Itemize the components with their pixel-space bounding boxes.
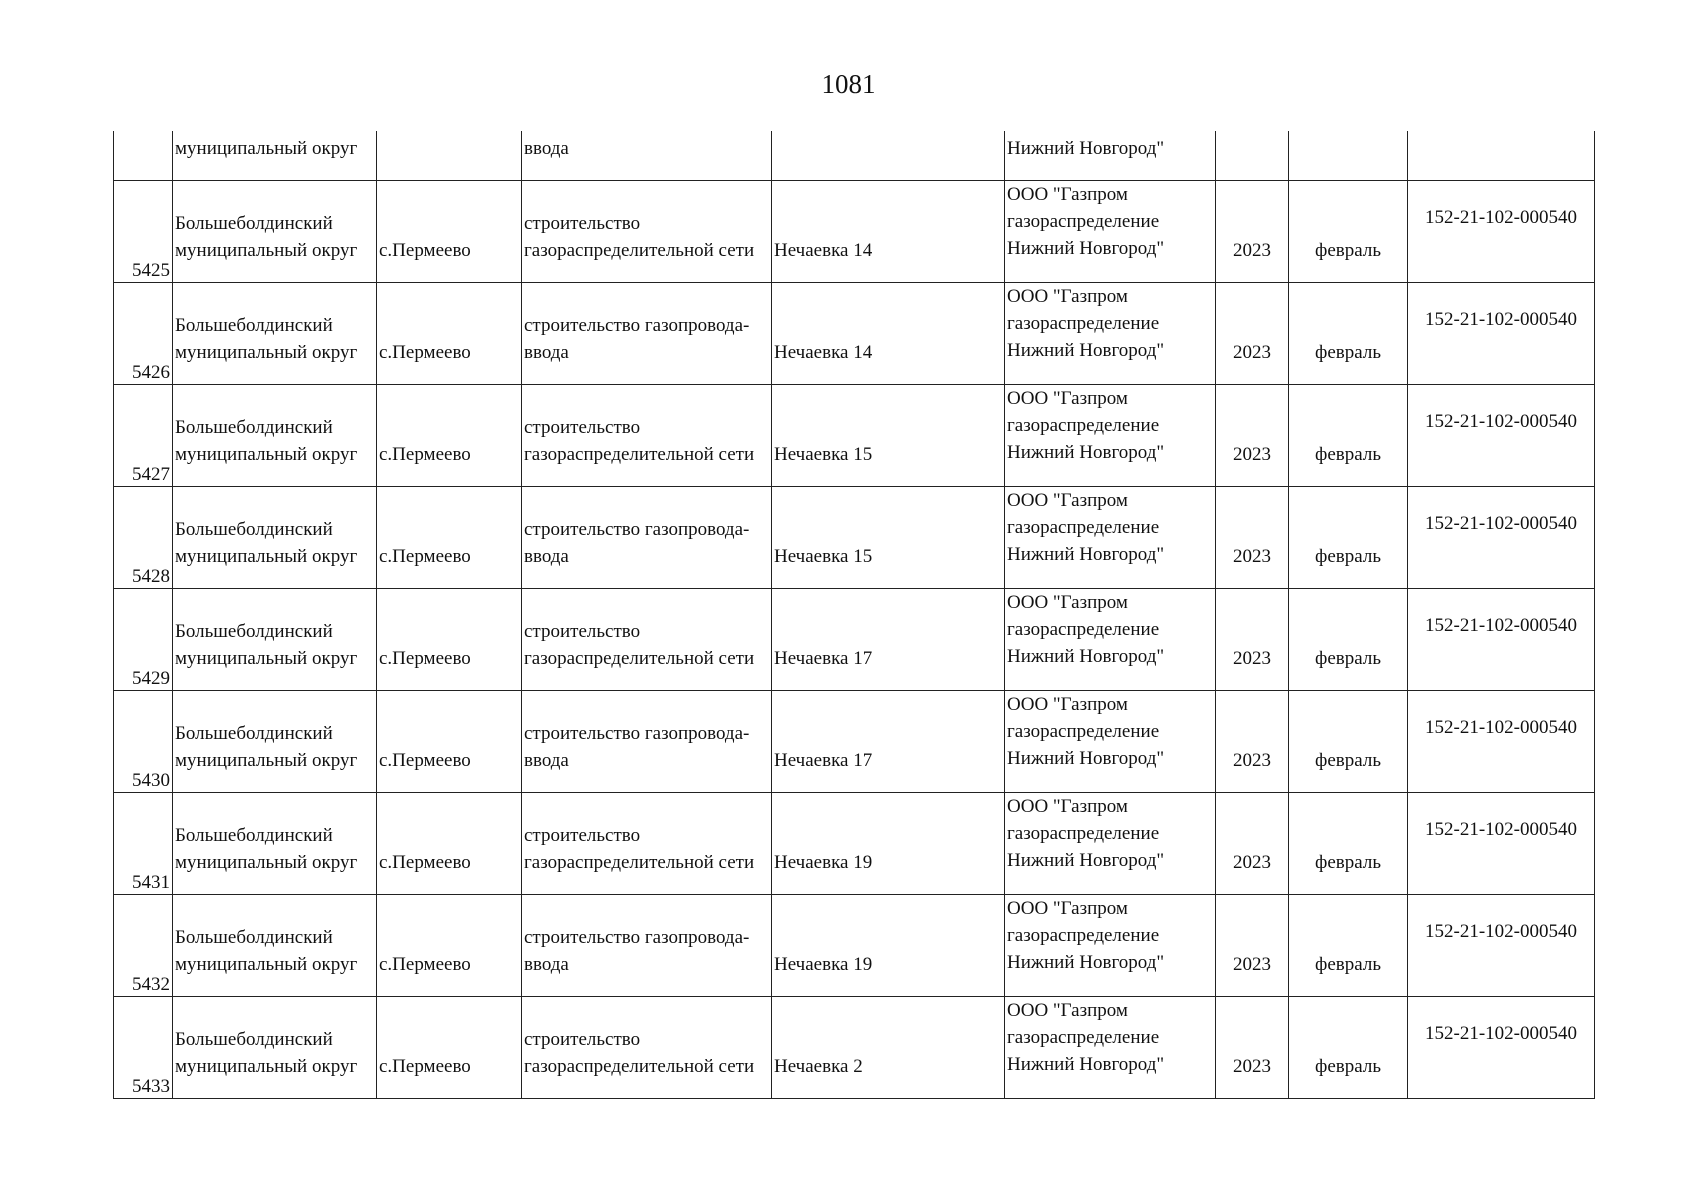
- cell-text-org2: газораспределение: [1007, 822, 1160, 844]
- cell-work: [522, 792, 772, 894]
- cell-text-month: февраль: [1315, 647, 1381, 669]
- cell-text-code: 152-21-102-000540: [1425, 716, 1577, 738]
- cell-number: [114, 486, 173, 588]
- cell-text-month: февраль: [1315, 1055, 1381, 1077]
- cell-text-org2: газораспределение: [1007, 720, 1160, 742]
- table-row: [114, 894, 1595, 996]
- cell-text-org1: ООО "Газпром: [1007, 795, 1128, 817]
- cell-village: [377, 282, 522, 384]
- cell-year: [1216, 131, 1289, 180]
- cell-district: [173, 588, 377, 690]
- table-row: [114, 588, 1595, 690]
- cell-text-village: с.Пермеево: [379, 341, 471, 363]
- cell-text-district2: муниципальный округ: [175, 239, 358, 261]
- cell-text-org2: газораспределение: [1007, 516, 1160, 538]
- cell-text-work1: строительство газопровода-: [524, 518, 750, 540]
- cell-text-org3: Нижний Новгород": [1007, 747, 1165, 769]
- cell-text-org3: Нижний Новгород": [1007, 951, 1165, 973]
- cell-text-code: 152-21-102-000540: [1425, 1022, 1577, 1044]
- cell-text-year: 2023: [1233, 851, 1271, 873]
- cell-text-village: с.Пермеево: [379, 749, 471, 771]
- cell-text-num: 5432: [132, 973, 170, 995]
- cell-address: [772, 384, 1005, 486]
- cell-text-year: 2023: [1233, 647, 1271, 669]
- cell-text-district2: муниципальный округ: [175, 749, 358, 771]
- cell-text-district1: Большеболдинский: [175, 926, 333, 948]
- cell-village: [377, 588, 522, 690]
- cell-text-month: февраль: [1315, 851, 1381, 873]
- cell-text-district1: Большеболдинский: [175, 824, 333, 846]
- cell-text-year: 2023: [1233, 341, 1271, 363]
- cell-code: [1408, 180, 1595, 282]
- cell-month: [1289, 282, 1408, 384]
- cell-text-year: 2023: [1233, 239, 1271, 261]
- cell-text-num: 5433: [132, 1075, 170, 1097]
- cell-text-num: 5430: [132, 769, 170, 791]
- cell-work: [522, 180, 772, 282]
- cell-work: [522, 486, 772, 588]
- cell-text-code: 152-21-102-000540: [1425, 206, 1577, 228]
- cell-text-code: 152-21-102-000540: [1425, 512, 1577, 534]
- cell-text-month: февраль: [1315, 545, 1381, 567]
- cell-text-work1: строительство газопровода-: [524, 926, 750, 948]
- cell-text-village: с.Пермеево: [379, 647, 471, 669]
- cell-text-code: 152-21-102-000540: [1425, 920, 1577, 942]
- table-row: [114, 690, 1595, 792]
- cell-text-num: 5428: [132, 565, 170, 587]
- cell-text-org1: ООО "Газпром: [1007, 285, 1128, 307]
- cell-village: [377, 690, 522, 792]
- cell-text-village: с.Пермеево: [379, 239, 471, 261]
- cell-number: [114, 690, 173, 792]
- cell-address: [772, 131, 1005, 180]
- cell-text-month: февраль: [1315, 953, 1381, 975]
- cell-code: [1408, 486, 1595, 588]
- cell-text-address: Нечаевка 19: [774, 953, 873, 975]
- cell-month: [1289, 384, 1408, 486]
- cell-district: [173, 384, 377, 486]
- cell-text-org3: Нижний Новгород": [1007, 645, 1165, 667]
- cell-text-district1: Большеболдинский: [175, 416, 333, 438]
- cell-text-district2: муниципальный округ: [175, 953, 358, 975]
- cell-code: [1408, 131, 1595, 180]
- cell-text-work2: ввода: [524, 341, 569, 363]
- cell-work: [522, 690, 772, 792]
- cell-text-work2: ввода: [524, 953, 569, 975]
- cell-text-year: 2023: [1233, 1055, 1271, 1077]
- cell-address: [772, 486, 1005, 588]
- cell-text-month: февраль: [1315, 341, 1381, 363]
- page-number: 1081: [821, 69, 876, 99]
- cell-address: [772, 690, 1005, 792]
- cell-code: [1408, 690, 1595, 792]
- cell-address: [772, 282, 1005, 384]
- cell-number: [114, 588, 173, 690]
- cell-text-org1: ООО "Газпром: [1007, 183, 1128, 205]
- cell-work: [522, 384, 772, 486]
- cell-text-org2: газораспределение: [1007, 924, 1160, 946]
- cell-work: [522, 588, 772, 690]
- cell-text-org3: Нижний Новгород": [1007, 441, 1165, 463]
- cell-district: [173, 180, 377, 282]
- cell-text-num: 5425: [132, 259, 170, 281]
- cell-text-work1: строительство: [524, 212, 641, 234]
- table-row: [114, 486, 1595, 588]
- cell-text-work1: строительство: [524, 824, 641, 846]
- cell-district: [173, 486, 377, 588]
- cell-year: [1216, 894, 1289, 996]
- cell-text-district1: Большеболдинский: [175, 620, 333, 642]
- cell-village: [377, 486, 522, 588]
- cell-text-org1: ООО "Газпром: [1007, 897, 1128, 919]
- cell-text-year: 2023: [1233, 749, 1271, 771]
- cell-text-work2: газораспределительной сети: [524, 239, 755, 261]
- cell-text-address: Нечаевка 15: [774, 545, 873, 567]
- cell-year: [1216, 384, 1289, 486]
- cell-text-org2: газораспределение: [1007, 618, 1160, 640]
- cell-work: [522, 996, 772, 1098]
- cell-month: [1289, 180, 1408, 282]
- cell-text-address: Нечаевка 14: [774, 239, 873, 261]
- cell-text-code: 152-21-102-000540: [1425, 410, 1577, 432]
- cell-text-code: 152-21-102-000540: [1425, 614, 1577, 636]
- cell-text-village: с.Пермеево: [379, 953, 471, 975]
- cell-text-org2: газораспределение: [1007, 1026, 1160, 1048]
- cell-month: [1289, 996, 1408, 1098]
- cell-text-month: февраль: [1315, 749, 1381, 771]
- cell-text-district1: Большеболдинский: [175, 518, 333, 540]
- cell-text-work1: строительство: [524, 416, 641, 438]
- cell-village: [377, 996, 522, 1098]
- cell-organization: [1005, 384, 1216, 486]
- cell-text-work2: ввода: [524, 545, 569, 567]
- cell-text-org2: газораспределение: [1007, 312, 1160, 334]
- cell-text-month: февраль: [1315, 239, 1381, 261]
- cell-organization: [1005, 894, 1216, 996]
- continuation-row: [114, 131, 1595, 180]
- cell-village: [377, 131, 522, 180]
- cell-code: [1408, 894, 1595, 996]
- cell-text-work2: газораспределительной сети: [524, 851, 755, 873]
- cell-text-work2: газораспределительной сети: [524, 1055, 755, 1077]
- cell-text-work2: ввода: [524, 749, 569, 771]
- cell-organization: [1005, 180, 1216, 282]
- cell-text-org1: ООО "Газпром: [1007, 693, 1128, 715]
- cell-text-address: Нечаевка 2: [774, 1055, 863, 1077]
- cell-text-org2: газораспределение: [1007, 210, 1160, 232]
- table-row: [114, 282, 1595, 384]
- cell-text-work2: газораспределительной сети: [524, 647, 755, 669]
- cell-month: [1289, 792, 1408, 894]
- cell-text-org3: Нижний Новгород": [1007, 339, 1165, 361]
- cell-code: [1408, 588, 1595, 690]
- cell-work: [522, 894, 772, 996]
- cell-district: муниципальный округ: [173, 131, 377, 180]
- cell-text-num: 5427: [132, 463, 170, 485]
- cell-number: [114, 996, 173, 1098]
- cell-month: [1289, 690, 1408, 792]
- cell-month: [1289, 131, 1408, 180]
- cell-text-num: 5429: [132, 667, 170, 689]
- cell-number: [114, 131, 173, 180]
- cell-number: [114, 894, 173, 996]
- cell-code: [1408, 996, 1595, 1098]
- table-row: [114, 996, 1595, 1098]
- cell-district: [173, 894, 377, 996]
- cell-district: [173, 282, 377, 384]
- cell-address: [772, 588, 1005, 690]
- cell-text-district2: муниципальный округ: [175, 443, 358, 465]
- cell-text-village: с.Пермеево: [379, 851, 471, 873]
- cell-code: [1408, 282, 1595, 384]
- cell-year: [1216, 486, 1289, 588]
- cell-organization: Нижний Новгород": [1005, 131, 1216, 180]
- cell-organization: [1005, 690, 1216, 792]
- cell-text-year: 2023: [1233, 443, 1271, 465]
- cell-text-district1: Большеболдинский: [175, 1028, 333, 1050]
- cell-text-org1: ООО "Газпром: [1007, 387, 1128, 409]
- cell-number: [114, 282, 173, 384]
- cell-text-work1: строительство газопровода-: [524, 314, 750, 336]
- cell-text-org3: Нижний Новгород": [1007, 543, 1165, 565]
- cell-text-org3: Нижний Новгород": [1007, 849, 1165, 871]
- table-row: [114, 180, 1595, 282]
- cell-month: [1289, 588, 1408, 690]
- cell-text-address: Нечаевка 17: [774, 749, 873, 771]
- cell-month: [1289, 894, 1408, 996]
- cell-month: [1289, 486, 1408, 588]
- cell-text-org2: газораспределение: [1007, 414, 1160, 436]
- cell-text-district2: муниципальный округ: [175, 545, 358, 567]
- cell-work: ввода: [522, 131, 772, 180]
- cell-text-org1: ООО "Газпром: [1007, 999, 1128, 1021]
- cell-text-org1: ООО "Газпром: [1007, 591, 1128, 613]
- cell-text-village: с.Пермеево: [379, 443, 471, 465]
- table-row: [114, 792, 1595, 894]
- cell-district: [173, 996, 377, 1098]
- cell-text-code: 152-21-102-000540: [1425, 308, 1577, 330]
- cell-organization: [1005, 792, 1216, 894]
- cell-text-year: 2023: [1233, 953, 1271, 975]
- table-row: [114, 384, 1595, 486]
- cell-text-district2: муниципальный округ: [175, 647, 358, 669]
- cell-year: [1216, 996, 1289, 1098]
- cell-text-num: 5426: [132, 361, 170, 383]
- cell-number: [114, 180, 173, 282]
- cell-organization: [1005, 588, 1216, 690]
- cell-text-address: Нечаевка 17: [774, 647, 873, 669]
- cell-year: [1216, 180, 1289, 282]
- cell-year: [1216, 588, 1289, 690]
- cell-address: [772, 996, 1005, 1098]
- cell-address: [772, 894, 1005, 996]
- cell-text-address: Нечаевка 15: [774, 443, 873, 465]
- cell-village: [377, 894, 522, 996]
- cell-text-district1: Большеболдинский: [175, 722, 333, 744]
- cell-text-code: 152-21-102-000540: [1425, 818, 1577, 840]
- cell-code: [1408, 384, 1595, 486]
- cell-village: [377, 792, 522, 894]
- cell-organization: [1005, 282, 1216, 384]
- cell-text-year: 2023: [1233, 545, 1271, 567]
- cell-code: [1408, 792, 1595, 894]
- cell-district: [173, 690, 377, 792]
- cell-text-org3: Нижний Новгород": [1007, 237, 1165, 259]
- cell-text-num: 5431: [132, 871, 170, 893]
- cell-text-address: Нечаевка 14: [774, 341, 873, 363]
- cell-year: [1216, 690, 1289, 792]
- cell-address: [772, 180, 1005, 282]
- cell-year: [1216, 282, 1289, 384]
- cell-text-district2: муниципальный округ: [175, 851, 358, 873]
- cell-text-work1: строительство: [524, 620, 641, 642]
- cell-address: [772, 792, 1005, 894]
- cell-text-work1: строительство: [524, 1028, 641, 1050]
- cell-text-work1: строительство газопровода-: [524, 722, 750, 744]
- cell-text-district2: муниципальный округ: [175, 1055, 358, 1077]
- cell-text-village: с.Пермеево: [379, 1055, 471, 1077]
- cell-text-district1: Большеболдинский: [175, 212, 333, 234]
- cell-text-org3: Нижний Новгород": [1007, 1053, 1165, 1075]
- cell-text-district1: Большеболдинский: [175, 314, 333, 336]
- cell-text-org1: ООО "Газпром: [1007, 489, 1128, 511]
- cell-number: [114, 384, 173, 486]
- cell-village: [377, 384, 522, 486]
- cell-text-address: Нечаевка 19: [774, 851, 873, 873]
- cell-text-village: с.Пермеево: [379, 545, 471, 567]
- cell-number: [114, 792, 173, 894]
- cell-text-work2: газораспределительной сети: [524, 443, 755, 465]
- cell-organization: [1005, 486, 1216, 588]
- cell-village: [377, 180, 522, 282]
- cell-district: [173, 792, 377, 894]
- cell-year: [1216, 792, 1289, 894]
- cell-work: [522, 282, 772, 384]
- cell-organization: [1005, 996, 1216, 1098]
- register-table: [113, 131, 1595, 1099]
- cell-text-month: февраль: [1315, 443, 1381, 465]
- cell-text-district2: муниципальный округ: [175, 341, 358, 363]
